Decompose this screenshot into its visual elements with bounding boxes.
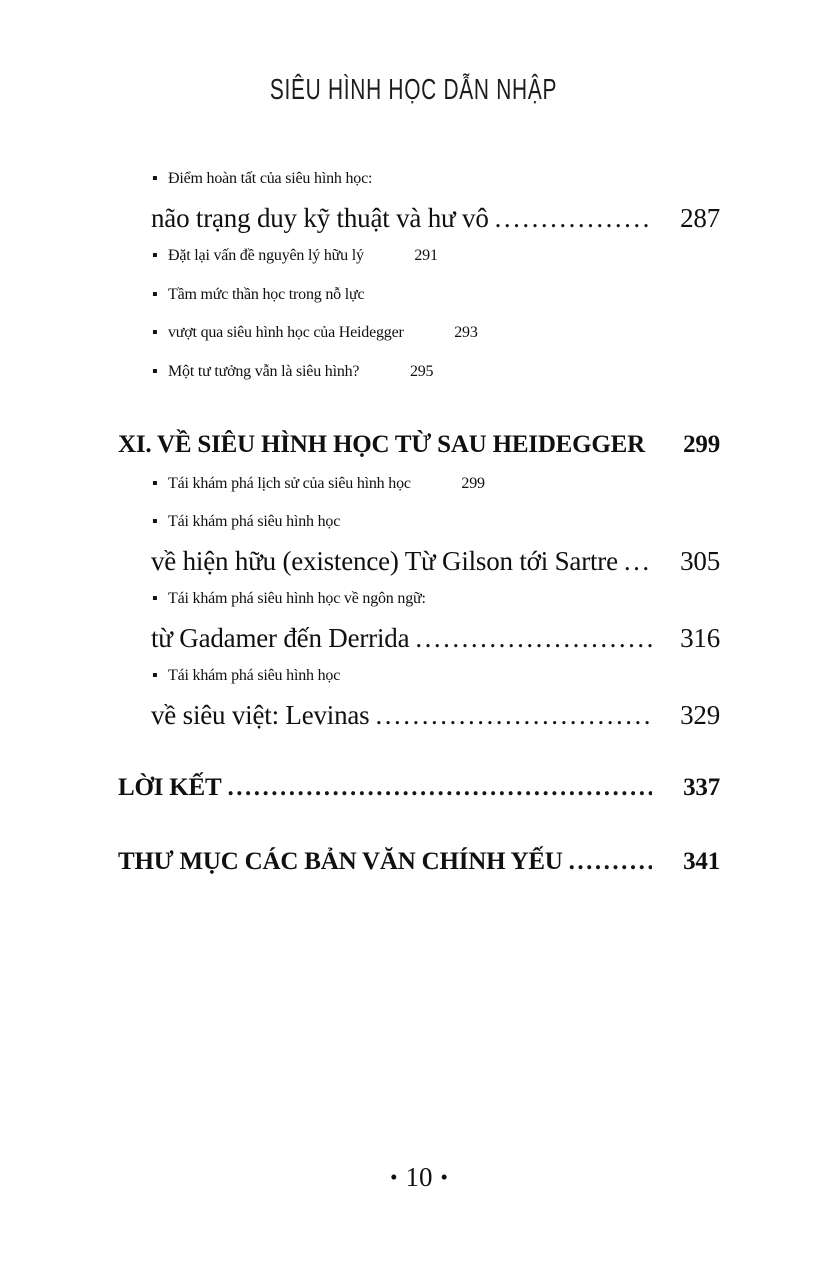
bullet-marker-icon: ▪ <box>152 247 158 264</box>
toc-page-number: 316 <box>680 622 720 653</box>
toc-entry-row <box>135 580 426 619</box>
toc-page-number: 305 <box>680 545 720 576</box>
toc-section-row <box>118 426 720 465</box>
toc-entry-row <box>118 542 720 581</box>
bullet-marker-icon: ▪ <box>152 324 158 341</box>
toc-entry-title: từ Gadamer đến Derrida <box>151 622 410 653</box>
toc-entry-title: não trạng duy kỹ thuật và hư vô <box>151 202 489 233</box>
toc-entry-title: Tái khám phá siêu hình học về ngôn ngữ: <box>168 590 426 607</box>
toc-entry-title: vượt qua siêu hình học của Heidegger <box>168 324 404 341</box>
dot-leader <box>651 426 652 465</box>
dot-leader <box>375 696 652 735</box>
toc-section-row <box>118 843 720 882</box>
toc-entry-title: Tái khám phá siêu hình học <box>168 667 341 684</box>
toc-entry-row <box>135 503 341 542</box>
footer-page-number: 10 <box>405 1162 433 1192</box>
toc-page-number: 337 <box>683 774 720 801</box>
toc-entry-title: về siêu việt: Levinas <box>151 699 370 730</box>
toc-section-row <box>118 769 720 808</box>
toc-entry-title: XI. VỀ SIÊU HÌNH HỌC TỪ SAU HEIDEGGER <box>118 431 645 458</box>
toc-page-number: 299 <box>683 431 720 458</box>
toc-entry-row <box>135 353 434 392</box>
bullet-marker-icon: ▪ <box>152 513 158 530</box>
bullet-marker-icon: ▪ <box>152 285 158 303</box>
toc-entry-title: về hiện hữu (existence) Từ Gilson tới Sartre <box>151 545 618 576</box>
toc-entry-title: Tái khám phá lịch sử của siêu hình học <box>168 474 411 492</box>
toc-entry-row <box>118 696 720 735</box>
dot-leader <box>495 199 652 238</box>
toc-page-number: 287 <box>680 202 720 233</box>
toc-entry-row <box>135 237 438 276</box>
dot-leader <box>415 619 652 658</box>
toc-entry-title: Một tư tưởng vẫn là siêu hình? <box>168 362 360 380</box>
footer-left-bullet-icon: • <box>390 1165 398 1189</box>
dot-leader <box>569 843 652 882</box>
bullet-marker-icon: ▪ <box>152 362 158 380</box>
toc-entry-row <box>135 465 485 504</box>
footer-right-bullet-icon: • <box>440 1165 448 1189</box>
toc-page-number: 295 <box>409 362 434 380</box>
bullet-marker-icon: ▪ <box>152 590 158 607</box>
toc-entry-row <box>118 199 720 238</box>
dot-leader <box>228 769 653 808</box>
toc-page-number: 291 <box>414 247 438 264</box>
dot-leader <box>624 542 652 581</box>
toc-entry-title: Tái khám phá siêu hình học <box>168 513 341 530</box>
table-of-contents <box>118 160 720 881</box>
toc-entry-row <box>135 276 365 315</box>
toc-entry-title: THƯ MỤC CÁC BẢN VĂN CHÍNH YẾU <box>118 847 563 875</box>
toc-page-number: 341 <box>683 847 720 875</box>
toc-page-number: 293 <box>454 324 478 341</box>
toc-entry-title: Điểm hoàn tất của siêu hình học: <box>168 170 373 187</box>
toc-page-number: 299 <box>461 474 485 492</box>
toc-entry-row <box>135 657 341 696</box>
toc-entry-row <box>135 314 478 353</box>
running-header: SIÊU HÌNH HỌC DẪN NHẬP <box>269 74 558 106</box>
bullet-marker-icon: ▪ <box>152 170 158 187</box>
toc-entry-title: Tầm mức thần học trong nỗ lực <box>168 285 365 303</box>
toc-page-number: 329 <box>680 699 720 730</box>
toc-entry-row <box>118 619 720 658</box>
toc-entry-title: LỜI KẾT <box>118 774 222 801</box>
bullet-marker-icon: ▪ <box>152 667 158 684</box>
bullet-marker-icon: ▪ <box>152 474 158 492</box>
page-footer <box>118 1162 720 1193</box>
toc-entry-title: Đặt lại vấn đề nguyên lý hữu lý <box>168 247 364 264</box>
toc-entry-row <box>135 160 373 199</box>
